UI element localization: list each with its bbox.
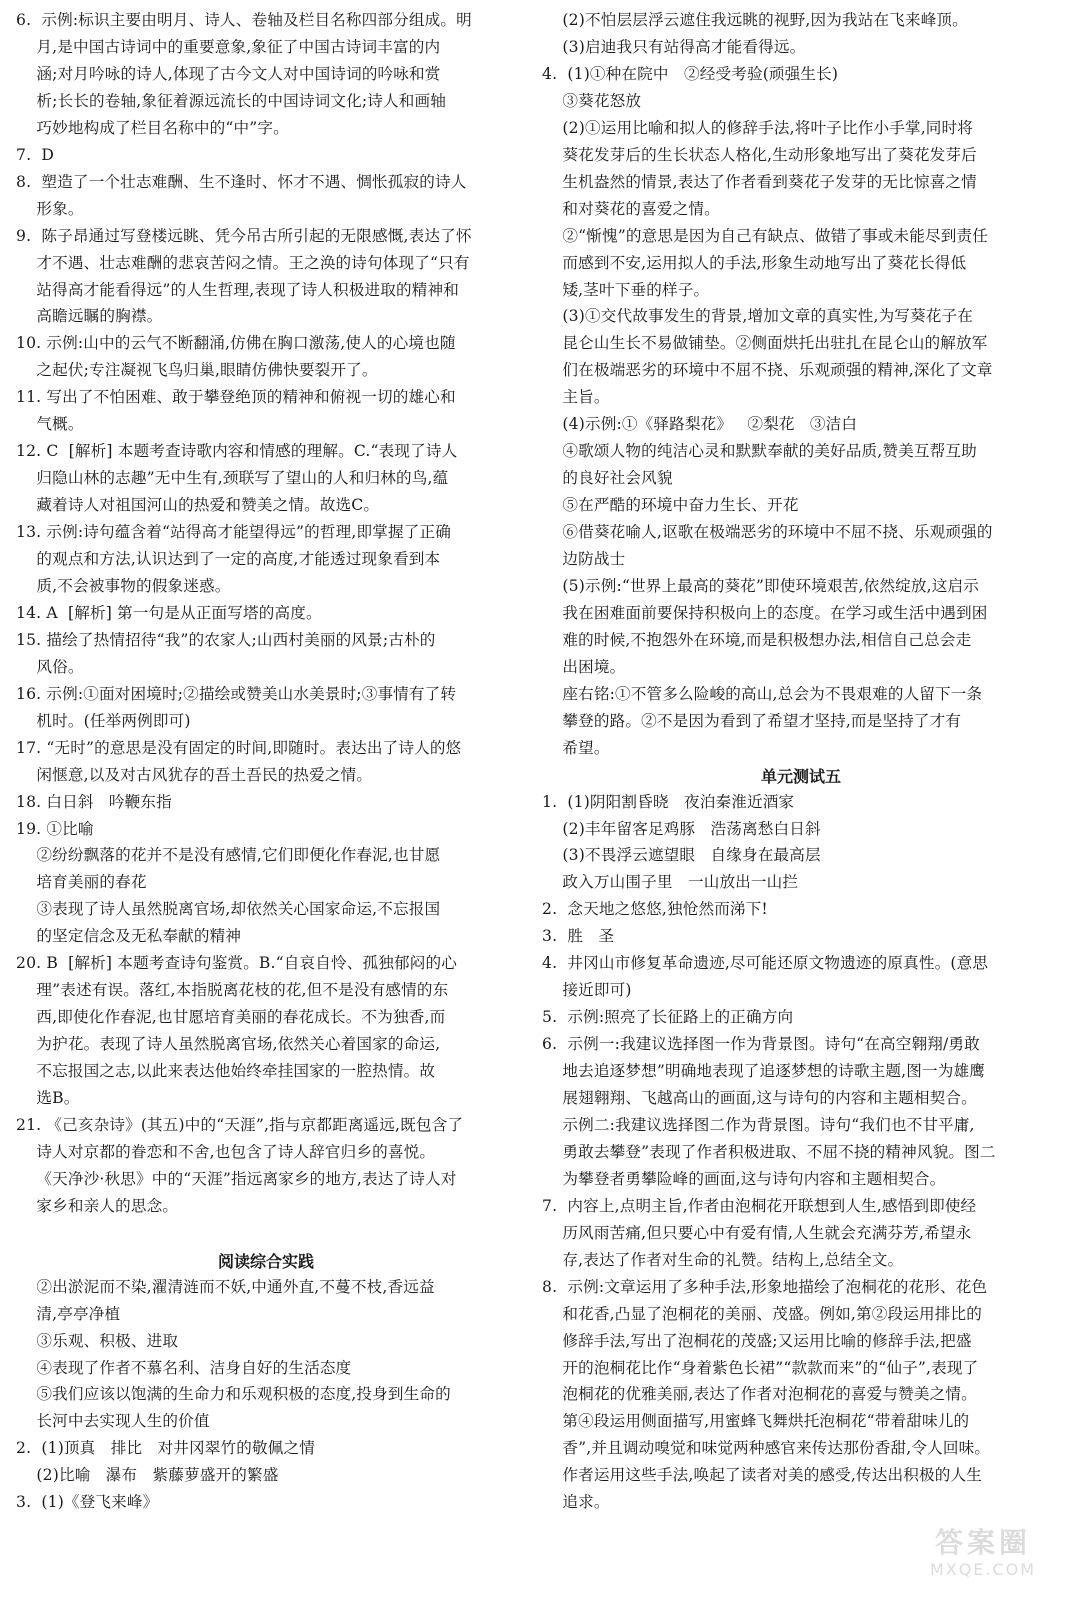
answer-line: 析;长长的卷轴,象征着源远流长的中国诗词文化;诗人和画轴 <box>16 91 446 110</box>
answer-line: 边防战士 <box>542 550 626 568</box>
answer-line: 闲惬意,以及对古风犹存的吾土吾民的热爱之情。 <box>16 765 373 784</box>
answer-line: 8. 示例:文章运用了多种手法,形象地描绘了泡桐花的花形、花色 <box>542 1277 988 1296</box>
answer-line: 18. 白日斜 吟鞭东指 <box>16 792 172 811</box>
answer-line: ⑥借葵花喻人,讴歌在极端恶劣的环境中不屈不挠、乐观顽强的 <box>542 523 993 542</box>
answer-line: ②出淤泥而不染,濯清涟而不妖,中通外直,不蔓不枝,香远益 <box>16 1277 435 1296</box>
answer-line: ②“惭愧”的意思是因为自己有缺点、做错了事或未能尽到责任 <box>542 226 989 245</box>
answer-line: 和对葵花的喜爱之情。 <box>542 199 720 218</box>
answer-line: 和花香,凸显了泡桐花的美丽、茂盛。例如,第②段运用排比的 <box>542 1304 982 1323</box>
answer-line: 的坚定信念及无私奉献的精神 <box>16 927 242 946</box>
answer-line: 形象。 <box>16 199 84 218</box>
answer-line: ⑤我们应该以饱满的生命力和乐观积极的态度,投身到生命的 <box>16 1385 451 1404</box>
answer-line: 藏着诗人对祖国河山的热爱和赞美之情。故选C。 <box>16 496 380 515</box>
answer-line: 20. B [解析] 本题考查诗句鉴赏。B.“自哀自怜、孤独郁闷的心 <box>16 954 457 973</box>
answer-line: ③葵花怒放 <box>542 91 642 110</box>
answer-line: 3. 胜 圣 <box>542 927 615 946</box>
answer-line: 16. 示例:①面对困境时;②描绘或赞美山水美景时;③事情有了转 <box>16 684 457 703</box>
answer-line: 作者运用这些手法,唤起了读者对美的感受,传达出积极的人生 <box>542 1466 982 1485</box>
answer-line: 2. 念天地之悠悠,独怆然而涕下! <box>542 900 768 919</box>
answer-line: 才不遇、壮志难酬的悲哀苦闷之情。王之涣的诗句体现了“只有 <box>16 253 470 272</box>
answer-line: ②纷纷飘落的花并不是没有感情,它们即便化作春泥,也甘愿 <box>16 846 441 865</box>
answer-line: 开的泡桐花比作“身着紫色长裙”“款款而来”的“仙子”,表现了 <box>542 1358 979 1377</box>
section-heading: 单元测试五 <box>760 766 841 786</box>
answer-line: (3)①交代故事发生的背景,增加文章的真实性,为写葵花子在 <box>542 307 974 326</box>
answer-line: (2)丰年留客足鸡豚 浩荡离愁白日斜 <box>542 819 821 838</box>
answer-line: 涵;对月吟咏的诗人,体现了古今文人对中国诗词的吟咏和赏 <box>16 64 441 83</box>
answer-line: 为攀登者勇攀险峰的画面,这与诗句内容和主题相契合。 <box>542 1169 946 1188</box>
answer-line: ③乐观、积极、进取 <box>16 1331 179 1350</box>
answer-line: 主旨。 <box>542 388 610 407</box>
answer-line: 地去追逐梦想”明确地表现了追逐梦想的诗歌主题,图一为雄鹰 <box>542 1062 985 1081</box>
answer-line: (2)①运用比喻和拟人的修辞手法,将叶子比作小手掌,同时将 <box>542 118 974 137</box>
answer-line: 清,亭亭净植 <box>16 1304 121 1323</box>
answer-line: 不忘报国之志,以此来表达他始终牵挂国家的一腔热情。故 <box>16 1062 436 1081</box>
answer-line: 难的时候,不抱怨外在环境,而是积极想办法,相信自己总会走 <box>542 630 972 649</box>
answer-line: 月,是中国古诗词中的重要意象,象征了中国古诗词丰富的内 <box>16 37 441 56</box>
answer-line: 14. A [解析] 第一句是从正面写塔的高度。 <box>16 603 322 622</box>
answer-line: 15. 描绘了热情招待“我”的农家人;山西村美丽的风景;古朴的 <box>16 630 436 649</box>
answer-line: 5. 示例:照亮了长征路上的正确方向 <box>542 1008 794 1027</box>
answer-line: 高瞻远瞩的胸襟。 <box>16 307 163 326</box>
answer-line: ⑤在严酷的环境中奋力生长、开花 <box>542 496 799 515</box>
answer-line: 第④段运用侧面描写,用蜜蜂飞舞烘托泡桐花“带着甜味儿的 <box>542 1412 970 1431</box>
answer-line: 座右铭:①不管多么险峻的高山,总会为不畏艰难的人留下一条 <box>542 684 983 703</box>
answer-line: 3. (1)《登飞来峰》 <box>16 1493 159 1512</box>
answer-line: (3)启迪我只有站得高才能看得远。 <box>542 37 806 56</box>
answer-line: 泡桐花的优雅美丽,表达了作者对泡桐花的喜爱与赞美之情。 <box>542 1385 977 1404</box>
answer-line: 修辞手法,写出了泡桐花的茂盛;又运用比喻的修辞手法,把盛 <box>542 1331 972 1350</box>
answer-line: 接近即可) <box>542 981 632 1000</box>
answer-line: 我在困难面前要保持积极向上的态度。在学习或生活中遇到困 <box>542 603 988 622</box>
answer-line: 13. 示例:诗句蕴含着“站得高才能望得远”的哲理,即掌握了正确 <box>16 523 451 542</box>
answer-line: 葵花发芽后的生长状态人格化,生动形象地写出了葵花发芽后 <box>542 145 977 164</box>
answer-line: 风俗。 <box>16 657 84 676</box>
answer-line: 为护花。表现了诗人虽然脱离官场,依然关心着国家的命运, <box>16 1035 441 1054</box>
answer-line: 历风雨苦痛,但只要心中有爱有情,人生就会充满芬芳,希望永 <box>542 1223 972 1242</box>
answer-line: ③表现了诗人虽然脱离官场,却依然关心国家命运,不忘报国 <box>16 900 441 919</box>
answer-line: (2)不怕层层浮云遮住我远眺的视野,因为我站在飞来峰顶。 <box>542 11 968 29</box>
answer-line: 巧妙地构成了栏目名称中的“中”字。 <box>16 118 289 137</box>
answer-line: 出困境。 <box>542 657 626 676</box>
answer-line: 9. 陈子昂通过写登楼远眺、凭今吊古所引起的无限感慨,表达了怀 <box>16 226 472 245</box>
answer-line: 存,表达了作者对生命的礼赞。结构上,总结全文。 <box>542 1250 904 1269</box>
answer-line: 香”,并且调动嗅觉和味觉两种感官来传达那份香甜,令人回味。 <box>542 1439 991 1458</box>
answer-line: 勇敢去攀登”表现了作者积极进取、不屈不挠的精神风貌。图二 <box>542 1142 996 1161</box>
watermark-logo <box>908 1526 1058 1586</box>
answer-line: 之起伏;专注凝视飞鸟归巢,眼睛仿佛快要裂开了。 <box>16 361 378 380</box>
answer-line: (2)比喻 瀑布 紫藤萝盛开的繁盛 <box>16 1466 279 1485</box>
answer-line: 政入万山围子里 一山放出一山拦 <box>542 873 799 892</box>
answer-line: 生机盎然的情景,表达了作者看到葵花子发芽的无比惊喜之情 <box>542 172 977 191</box>
answer-line: 的观点和方法,认识达到了一定的高度,才能透过现象看到本 <box>16 550 441 568</box>
answer-line: 希望。 <box>542 738 610 757</box>
answer-line: 昆仑山生长不易做铺垫。②侧面烘托出驻扎在昆仑山的解放军 <box>542 334 988 353</box>
answer-line: ④表现了作者不慕名利、洁身自好的生活态度 <box>16 1358 352 1377</box>
answer-line: 展翅翱翔、飞越高山的画面,这与诗句的内容和主题相契合。 <box>542 1089 977 1107</box>
answer-line: 12. C [解析] 本题考查诗歌内容和情感的理解。C.“表现了诗人 <box>16 442 458 461</box>
answer-line: 气概。 <box>16 415 84 434</box>
answer-line: 8. 塑造了一个壮志难酬、生不逢时、怀才不遇、惆怅孤寂的诗人 <box>16 172 467 191</box>
answer-line: 1. (1)阴阳割昏晓 夜泊秦淮近酒家 <box>542 792 795 811</box>
answer-line: 19. ①比喻 <box>16 819 94 838</box>
answer-line: 10. 示例:山中的云气不断翻涌,仿佛在胸口激荡,使人的心境也随 <box>16 334 456 353</box>
answer-line: 6. 示例一:我建议选择图一作为背景图。诗句“在高空翱翔/勇敢 <box>542 1035 980 1054</box>
answer-line: 长河中去实现人生的价值 <box>16 1412 210 1431</box>
answer-line: 7. D <box>16 145 55 164</box>
answer-line: (3)不畏浮云遮望眼 自缘身在最高层 <box>542 846 821 865</box>
answer-line: 家乡和亲人的思念。 <box>16 1196 179 1215</box>
answer-line: 7. 内容上,点明主旨,作者由泡桐花开联想到人生,感悟到即使经 <box>542 1196 977 1215</box>
answer-line: 而感到不安,运用拟人的手法,形象生动地写出了葵花长得低 <box>542 253 967 272</box>
answer-line: 示例二:我建议选择图二作为背景图。诗句“我们也不甘平庸, <box>542 1115 975 1134</box>
answer-line: 矮,茎叶下垂的样子。 <box>542 280 710 299</box>
answer-line: 站得高才能看得远”的人生哲理,表现了诗人积极进取的精神和 <box>16 280 459 299</box>
answer-line: 理”表述有误。落红,本指脱离花枝的花,但不是没有感情的东 <box>16 981 449 1000</box>
answer-line: 质,不会被事物的假象迷惑。 <box>16 576 231 595</box>
answer-line: 培育美丽的春花 <box>16 873 147 892</box>
answer-line: 诗人对京都的眷恋和不舍,也包含了诗人辞官归乡的喜悦。 <box>16 1142 436 1161</box>
answer-line: (4)示例:①《驿路梨花》 ②梨花 ③洁白 <box>542 415 858 434</box>
answer-line: 6. 示例:标识主要由明月、诗人、卷轴及栏目名称四部分组成。明 <box>16 11 472 29</box>
answer-line: 4. (1)①种在院中 ②经受考验(顽强生长) <box>542 64 839 83</box>
answer-line: 《天净沙·秋思》中的“天涯”指远离家乡的地方,表达了诗人对 <box>16 1169 457 1188</box>
watermark-text: 答案圈 <box>934 1526 1031 1559</box>
answer-line: (5)示例:“世界上最高的葵花”即使环境艰苦,依然绽放,这启示 <box>542 576 979 595</box>
answer-line: 的良好社会风貌 <box>542 469 673 488</box>
answer-line: 追求。 <box>542 1493 610 1512</box>
section-heading: 阅读综合实践 <box>217 1251 314 1271</box>
watermark-url: MXQE.COM <box>929 1560 1037 1579</box>
answer-line: 4. 井冈山市修复革命遗迹,尽可能还原文物遗迹的原真性。(意思 <box>542 954 989 973</box>
answer-line: 攀登的路。②不是因为看到了希望才坚持,而是坚持了才有 <box>542 711 962 730</box>
answer-line: 归隐山林的志趣”无中生有,颈联写了望山的人和归林的鸟,蕴 <box>16 469 449 488</box>
answer-line: 17. “无时”的意思是没有固定的时间,即随时。表达出了诗人的悠 <box>16 738 462 757</box>
answer-line: ④歌颂人物的纯洁心灵和默默奉献的美好品质,赞美互帮互助 <box>542 442 977 461</box>
answer-line: 西,即使化作春泥,也甘愿培育美丽的春花成长。不为独香,而 <box>16 1008 446 1027</box>
answer-line: 选B。 <box>16 1089 80 1107</box>
answer-line: 们在极端恶劣的环境中不屈不挠、乐观顽强的精神,深化了文章 <box>542 361 993 380</box>
answer-line: 机时。(任举两例即可) <box>16 711 191 730</box>
answer-line: 21. 《己亥杂诗》(其五)中的“天涯”,指与京都距离遥远,既包含了 <box>16 1115 464 1134</box>
answer-line: 11. 写出了不怕困难、敢于攀登绝顶的精神和俯视一切的雄心和 <box>16 388 456 407</box>
answer-line: 2. (1)顶真 排比 对井冈翠竹的敬佩之情 <box>16 1439 315 1458</box>
